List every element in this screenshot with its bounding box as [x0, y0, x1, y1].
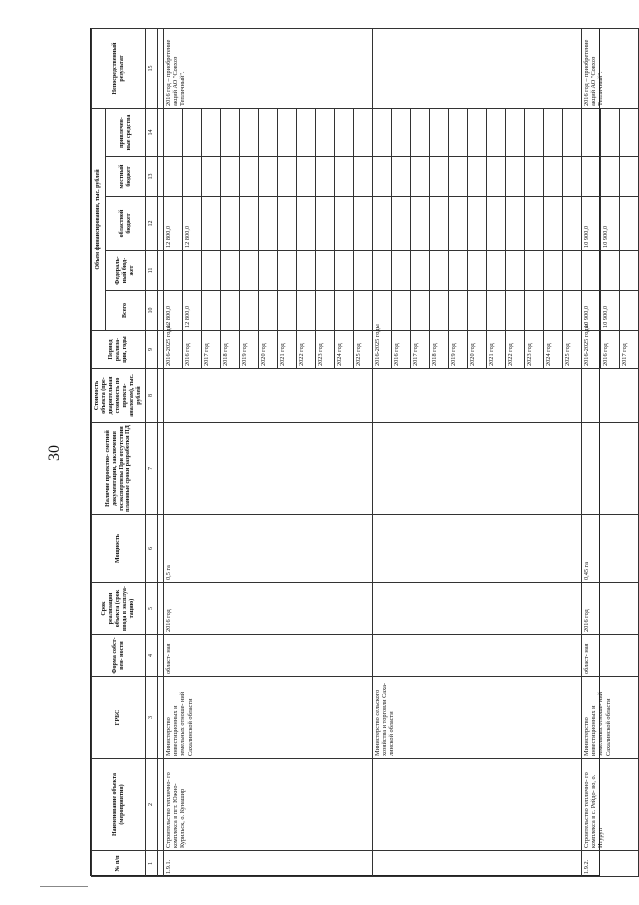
column-number: 3	[146, 677, 158, 759]
header-federal: Федераль- ный бюд- жет	[106, 251, 146, 291]
period-cell: 2016-2025 годы	[164, 331, 183, 369]
column-number: 14	[146, 109, 158, 157]
header-design: Наличие проектно- сметной документации, заключения госэкспертизы При отсутствии плановые сроки разработки ПД	[92, 423, 146, 515]
column-number: 13	[146, 157, 158, 197]
column-number: 7	[146, 423, 158, 515]
other-funds-cell	[221, 109, 240, 157]
local-cell	[411, 157, 430, 197]
other-funds-cell	[278, 109, 297, 157]
period-cell: 2016 год	[392, 331, 411, 369]
regional-cell	[487, 197, 506, 251]
regional-cell: 10 900,0	[582, 197, 601, 251]
total-cell	[392, 291, 411, 331]
federal-cell	[221, 251, 240, 291]
local-cell	[335, 157, 354, 197]
header-local: местный бюджет	[106, 157, 146, 197]
header-cost: Стоимость объекта (пре- дварительная стоимость по проекта- аналогам), тыс. рублей	[92, 369, 146, 423]
federal-cell	[449, 251, 468, 291]
total-cell: 10 900,0	[582, 291, 601, 331]
federal-cell	[297, 251, 316, 291]
header-funding-group: Объем финансирования, тыс. рублей	[92, 109, 106, 331]
other-funds-cell	[582, 109, 601, 157]
object-cost	[582, 369, 639, 423]
local-cell	[563, 157, 582, 197]
object-design-docs	[373, 423, 582, 515]
object-grbs: Министерство сельского хозяйства и торговли Саха- линской области	[373, 677, 582, 759]
federal-cell	[468, 251, 487, 291]
total-cell	[430, 291, 449, 331]
regional-cell	[544, 197, 563, 251]
regional-cell	[430, 197, 449, 251]
header-grbs: ГРБС	[92, 677, 146, 759]
object-term: 2016 год	[164, 583, 373, 635]
total-cell: 10 900,0	[601, 291, 620, 331]
local-cell	[582, 157, 601, 197]
regional-cell	[620, 197, 639, 251]
federal-cell	[278, 251, 297, 291]
federal-cell	[392, 251, 411, 291]
period-cell: 2021 год	[487, 331, 506, 369]
period-cell: 2016-2025 годы	[582, 331, 601, 369]
regional-cell	[316, 197, 335, 251]
federal-cell	[544, 251, 563, 291]
object-power: 0,5 га	[164, 515, 373, 583]
column-number: 2	[146, 759, 158, 851]
local-cell	[354, 157, 373, 197]
header-power: Мощность	[92, 515, 146, 583]
column-number: 12	[146, 197, 158, 251]
object-term	[373, 583, 582, 635]
header-name: Наименование объекта (мероприятия)	[92, 759, 146, 851]
local-cell	[506, 157, 525, 197]
federal-cell	[506, 251, 525, 291]
other-funds-cell	[468, 109, 487, 157]
local-cell	[449, 157, 468, 197]
header-form: Форма собст- вен- ности	[92, 635, 146, 677]
other-funds-cell	[373, 109, 392, 157]
column-number: 10	[146, 291, 158, 331]
other-funds-cell	[259, 109, 278, 157]
object-number: 1.9.1.	[164, 851, 373, 877]
total-cell	[335, 291, 354, 331]
object-design-docs	[164, 423, 373, 515]
header-period: Период реализа- ции, годы	[92, 331, 146, 369]
local-cell	[183, 157, 202, 197]
column-number: 4	[146, 635, 158, 677]
object-grbs: Министерство инвестиционных и земельных отноше- ний Сахалинской области	[582, 677, 639, 759]
regional-cell	[506, 197, 525, 251]
period-cell: 2020 год	[259, 331, 278, 369]
table-body	[164, 29, 639, 877]
federal-cell	[582, 251, 601, 291]
total-cell: 12 800,0	[164, 291, 183, 331]
period-cell: 2016 год	[183, 331, 202, 369]
object-power	[373, 515, 582, 583]
federal-cell	[259, 251, 278, 291]
other-funds-cell	[525, 109, 544, 157]
total-cell	[316, 291, 335, 331]
period-cell: 2022 год	[506, 331, 525, 369]
regional-cell	[335, 197, 354, 251]
federal-cell	[202, 251, 221, 291]
period-cell: 2022 год	[297, 331, 316, 369]
table-row	[373, 29, 392, 877]
period-cell: 2017 год	[202, 331, 221, 369]
local-cell	[525, 157, 544, 197]
local-cell	[278, 157, 297, 197]
federal-cell	[563, 251, 582, 291]
local-cell	[487, 157, 506, 197]
local-cell	[468, 157, 487, 197]
regional-cell	[525, 197, 544, 251]
period-cell: 2020 год	[468, 331, 487, 369]
total-cell	[221, 291, 240, 331]
other-funds-cell	[544, 109, 563, 157]
federal-cell	[411, 251, 430, 291]
total-cell	[525, 291, 544, 331]
local-cell	[164, 157, 183, 197]
other-funds-cell	[164, 109, 183, 157]
other-funds-cell	[563, 109, 582, 157]
federal-cell	[335, 251, 354, 291]
table-row	[164, 29, 183, 877]
period-cell: 2017 год	[620, 331, 639, 369]
other-funds-cell	[449, 109, 468, 157]
total-cell	[563, 291, 582, 331]
period-cell: 2019 год	[449, 331, 468, 369]
total-cell	[297, 291, 316, 331]
other-funds-cell	[411, 109, 430, 157]
period-cell: 2024 год	[544, 331, 563, 369]
period-cell: 2025 год	[354, 331, 373, 369]
local-cell	[259, 157, 278, 197]
header-term: Срок реализации объекта (срок ввода в эксплуа- тацию)	[92, 583, 146, 635]
column-number: 8	[146, 369, 158, 423]
local-cell	[202, 157, 221, 197]
header-regional: областной бюджет	[106, 197, 146, 251]
federal-cell	[373, 251, 392, 291]
regional-cell: 12 800,0	[164, 197, 183, 251]
column-number: 15	[146, 29, 158, 109]
header-total: Всего	[106, 291, 146, 331]
total-cell	[411, 291, 430, 331]
local-cell	[620, 157, 639, 197]
regional-cell	[373, 197, 392, 251]
other-funds-cell	[316, 109, 335, 157]
object-cost	[164, 369, 373, 423]
object-ownership-form: област- ная	[164, 635, 373, 677]
other-funds-cell	[183, 109, 202, 157]
regional-cell	[297, 197, 316, 251]
other-funds-cell	[392, 109, 411, 157]
period-cell: 2025 год	[563, 331, 582, 369]
total-cell	[202, 291, 221, 331]
regional-cell	[354, 197, 373, 251]
object-term: 2016 год	[582, 583, 639, 635]
local-cell	[430, 157, 449, 197]
total-cell	[240, 291, 259, 331]
federal-cell	[601, 251, 620, 291]
regional-cell: 12 800,0	[183, 197, 202, 251]
other-funds-cell	[601, 109, 620, 157]
financing-table	[91, 28, 639, 877]
regional-cell	[202, 197, 221, 251]
local-cell	[221, 157, 240, 197]
object-number	[373, 851, 582, 877]
regional-cell	[392, 197, 411, 251]
total-cell	[449, 291, 468, 331]
federal-cell	[620, 251, 639, 291]
total-cell	[259, 291, 278, 331]
regional-cell	[449, 197, 468, 251]
total-cell	[278, 291, 297, 331]
period-cell: 2023 год	[316, 331, 335, 369]
period-cell: 2021 год	[278, 331, 297, 369]
object-name: Строительство теплично- го комплекса в с. Рейдо- во, о. Итуруп	[582, 759, 639, 851]
other-funds-cell	[240, 109, 259, 157]
page-number: 30	[46, 445, 63, 461]
federal-cell	[164, 251, 183, 291]
local-cell	[601, 157, 620, 197]
regional-cell	[411, 197, 430, 251]
column-number: 6	[146, 515, 158, 583]
period-cell: 2018 год	[430, 331, 449, 369]
other-funds-cell	[487, 109, 506, 157]
federal-cell	[525, 251, 544, 291]
total-cell	[544, 291, 563, 331]
column-number: 11	[146, 251, 158, 291]
period-cell: 2018 год	[221, 331, 240, 369]
header-result: Непосредственный результат	[92, 29, 146, 109]
other-funds-cell	[297, 109, 316, 157]
period-cell: 2016 год	[601, 331, 620, 369]
other-funds-cell	[335, 109, 354, 157]
header-other: привлечен- ные средства	[106, 109, 146, 157]
regional-cell	[259, 197, 278, 251]
local-cell	[316, 157, 335, 197]
regional-cell: 10 900,0	[601, 197, 620, 251]
period-cell: 2017 год	[411, 331, 430, 369]
object-cost	[373, 369, 582, 423]
header-num: № п/п	[92, 851, 146, 877]
regional-cell	[468, 197, 487, 251]
total-cell	[506, 291, 525, 331]
other-funds-cell	[430, 109, 449, 157]
footer-rule	[40, 886, 88, 887]
regional-cell	[240, 197, 259, 251]
object-grbs: Министерство инвестиционных и земельных отноше- ний Сахалинской области	[164, 677, 373, 759]
local-cell	[544, 157, 563, 197]
federal-cell	[354, 251, 373, 291]
local-cell	[392, 157, 411, 197]
local-cell	[240, 157, 259, 197]
object-name: Строительство теплично- го комплекса в пгт. Южно-Курильск, о. Кунашир	[164, 759, 373, 851]
regional-cell	[278, 197, 297, 251]
column-number: 9	[146, 331, 158, 369]
column-number: 5	[146, 583, 158, 635]
local-cell	[373, 157, 392, 197]
other-funds-cell	[354, 109, 373, 157]
federal-cell	[183, 251, 202, 291]
object-result	[373, 29, 582, 109]
object-design-docs	[582, 423, 639, 515]
regional-cell	[563, 197, 582, 251]
total-cell	[487, 291, 506, 331]
column-number: 1	[146, 851, 158, 877]
federal-cell	[240, 251, 259, 291]
object-name	[373, 759, 582, 851]
period-cell: 2024 год	[335, 331, 354, 369]
period-cell: 2023 год	[525, 331, 544, 369]
other-funds-cell	[506, 109, 525, 157]
period-cell: 2016-2025 годы	[373, 331, 392, 369]
table-row	[582, 29, 601, 877]
object-result: 2016 год – приобретение акций АО "Совхоз Тепличный".	[582, 29, 639, 109]
federal-cell	[316, 251, 335, 291]
object-result: 2016 год – приобретение акций АО "Совхоз Тепличный".	[164, 29, 373, 109]
other-funds-cell	[202, 109, 221, 157]
object-ownership-form	[373, 635, 582, 677]
regional-cell	[221, 197, 240, 251]
total-cell	[620, 291, 639, 331]
other-funds-cell	[620, 109, 639, 157]
federal-cell	[430, 251, 449, 291]
object-number: 1.9.2.	[582, 851, 639, 877]
federal-cell	[487, 251, 506, 291]
period-cell: 2019 год	[240, 331, 259, 369]
total-cell	[468, 291, 487, 331]
total-cell	[354, 291, 373, 331]
object-power: 0,45 га	[582, 515, 639, 583]
table-frame	[90, 28, 628, 876]
local-cell	[297, 157, 316, 197]
object-ownership-form: област- ная	[582, 635, 639, 677]
total-cell: 12 800,0	[183, 291, 202, 331]
